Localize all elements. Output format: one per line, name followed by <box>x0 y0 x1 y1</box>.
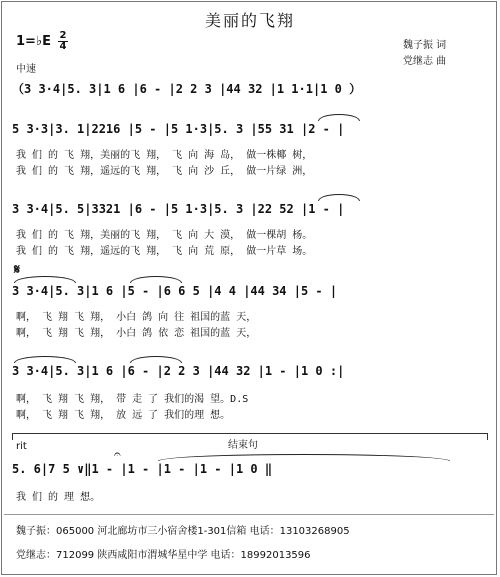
slur-mark <box>318 114 360 121</box>
lyrics-verse2-line1: 我 们 的 飞 翔，遥远的飞 翔， 飞 向 沙 丘， 做一片绿 洲， <box>16 166 313 177</box>
lyrics-chorus2-line1: 啊， 飞 翔 飞 翔， 小白 鸽 依 恋 祖国的蓝 天， <box>16 328 257 339</box>
lyrics-verse1-line2: 我 们 的 飞 翔，美丽的飞 翔， 飞 向 大 漠， 做一棵胡 杨。 <box>16 230 313 241</box>
slur-mark <box>14 356 76 363</box>
time-signature-top: 2 <box>59 30 67 41</box>
fermata-sign: 𝄐 <box>114 447 121 461</box>
footer-divider <box>4 514 494 515</box>
segno-sign: 𝄋 <box>14 262 21 278</box>
lyrics-chorus2-line2: 啊， 飞 翔 飞 翔， 放 远 了 我们的理 想。 <box>16 410 231 421</box>
lyrics-verse2-line2: 我 们 的 飞 翔，遥远的飞 翔， 飞 向 荒 原， 做一片草 场。 <box>16 246 313 257</box>
contact-lyricist: 魏子振：065000 河北廊坊市三小宿舍楼1-301信箱 电话：13103268905 <box>16 526 350 537</box>
slur-mark <box>130 356 182 363</box>
melody-line-chorus-a: 3 3·4|5. 3|1 6 |5 - |6 6 5 |4 4 |44 34 |5 - | <box>12 284 338 298</box>
slur-mark <box>318 194 360 201</box>
composer-credit: 党继志 曲 <box>403 56 447 67</box>
tempo-marking: 中速 <box>16 64 36 75</box>
rit-marking: rit <box>16 441 27 452</box>
lyrics-ending: 我 们 的 理 想。 <box>16 492 101 503</box>
ending-bracket <box>12 433 488 434</box>
melody-line-verse-b: 3 3·4|5. 5|3321 |6 - |5 1·3|5. 3 |22 52 |1 - | <box>12 202 345 216</box>
melody-line-intro: （3 3·4|5. 3|1 6 |6 - |2 2 3 |44 32 |1 1·1|1 0 ） <box>12 82 362 96</box>
slur-mark <box>14 276 76 283</box>
key-signature: 1=♭E <box>16 34 51 49</box>
time-signature <box>58 31 68 52</box>
lyrics-chorus1-line2: 啊， 飞 翔 飞 翔， 带 走 了 我们的渴 望。D.S <box>16 394 249 405</box>
contact-composer: 党继志：712099 陕西咸阳市渭城华星中学 电话：18992013596 <box>16 550 311 561</box>
time-signature-bottom: 4 <box>59 41 67 52</box>
melody-line-chorus-b: 3 3·4|5. 3|1 6 |6 - |2 2 3 |44 32 |1 - |1 0 :| <box>12 364 345 378</box>
tie-mark <box>158 454 450 461</box>
lyrics-chorus1-line1: 啊， 飞 翔 飞 翔， 小白 鸽 向 往 祖国的蓝 天， <box>16 312 257 323</box>
lyricist-credit: 魏子振 词 <box>403 40 447 51</box>
song-title: 美丽的飞翔 <box>204 11 295 30</box>
lyrics-verse1-line1: 我 们 的 飞 翔，美丽的飞 翔， 飞 向 海 岛， 做一株椰 树， <box>16 150 313 161</box>
slur-mark <box>130 276 182 283</box>
melody-line-ending: 5. 6|7 5 ∨‖1 - |1 - |1 - |1 - |1 0 ‖ <box>12 462 273 476</box>
ending-label: 结束句 <box>226 436 260 451</box>
melody-line-verse-a: 5 3·3|3. 1|2216 |5 - |5 1·3|5. 3 |55 31 |2 - | <box>12 122 345 136</box>
